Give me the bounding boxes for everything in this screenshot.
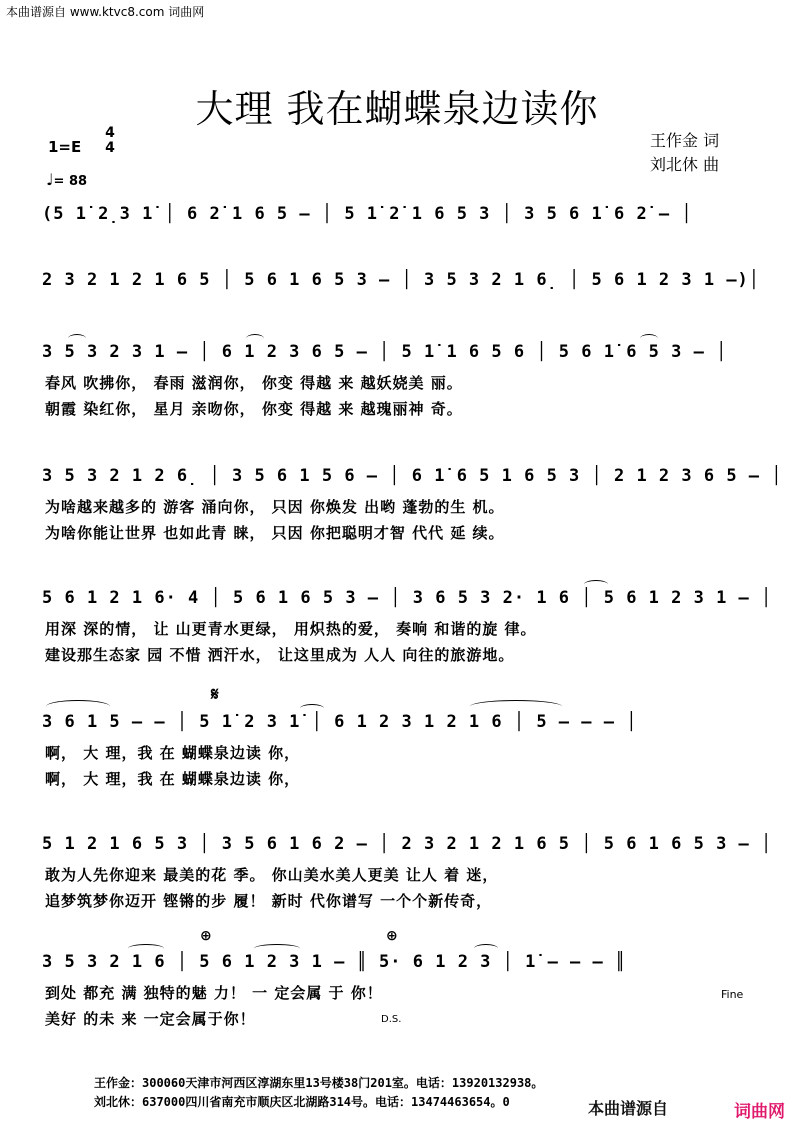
- tempo-value: = 88: [53, 174, 88, 189]
- watermark-site-logo: 词曲网: [734, 1102, 785, 1122]
- lyric-verse-2: 美好 的未 来 一定会属于你！: [45, 1010, 256, 1028]
- composer-credit: 刘北休 曲: [650, 155, 720, 174]
- time-signature: [103, 126, 117, 156]
- lyric-verse-2: 朝霞 染红你， 星月 亲吻你， 你变 得越 来 越瑰丽神 奇。: [45, 400, 463, 418]
- time-signature-bottom: 4: [105, 140, 115, 156]
- lyric-verse-1: 为啥越来越多的 游客 涌向你， 只因 你焕发 出哟 蓬勃的生 机。: [45, 498, 505, 516]
- lyric-verse-1: 到处 都充 满 独特的魅 力！ 一 定会属 于 你！: [45, 984, 383, 1002]
- notes-row: 5 1 2 1 6 5 3 │ 3 5 6 1 6 2 – │ 2 3 2 1 2 1 6 5 │ 5 6 1 6 5 3 – │: [42, 834, 773, 854]
- lyricist-credit: 王作金 词: [650, 131, 720, 150]
- footer-contact-lyricist: 王作金：300060天津市河西区淳湖东里13号楼38门201室。电话：13920132938。: [94, 1076, 544, 1090]
- segno-icon: 𝄋: [211, 684, 219, 705]
- fine-mark: Fine: [721, 988, 744, 1001]
- footer-contact-composer: 刘北休：637000四川省南充市顺庆区北湖路314号。电话：13474463654。0: [94, 1095, 510, 1109]
- lyric-verse-1: 春风 吹拂你， 春雨 滋润你， 你变 得越 来 越妖娆美 丽。: [45, 374, 463, 392]
- notes-row: (5 1̇ 2̣3 1̇ │ 6 2̇ 1 6 5 – │ 5 1̇ 2̇ 1 6 5 3 │ 3 5 6 1̇ 6 2̇ – │: [42, 204, 693, 224]
- site-note: 本曲谱源自 www.ktvc8.com 词曲网: [6, 5, 205, 19]
- time-signature-top: 4: [105, 125, 115, 141]
- tempo-marking: [46, 170, 87, 189]
- watermark-source: 本曲谱源自: [588, 1099, 669, 1118]
- lyric-verse-2: 建设那生态家 园 不惜 洒汗水， 让这里成为 人人 向往的旅游地。: [45, 646, 515, 664]
- notes-row: 2 3 2 1 2 1 6 5 │ 5 6 1 6 5 3 – │ 3 5 3 2 1 6̣ │ 5 6 1 2 3 1 –)│: [42, 270, 761, 290]
- notes-row: 5 6 1 2 1 6· 4 │ 5 6 1 6 5 3 – │ 3 6 5 3 2· 1 6 │ 5 6 1 2 3 1 – │: [42, 588, 773, 608]
- ds-mark: D.S.: [381, 1014, 402, 1025]
- lyric-verse-1: 用深 深的情， 让 山更青水更绿， 用炽热的爱， 奏响 和谐的旋 律。: [45, 620, 537, 638]
- quarter-note-icon: ♩: [46, 170, 54, 189]
- lyric-verse-2: 啊， 大 理，我 在 蝴蝶泉边读 你，: [45, 770, 301, 788]
- coda-icon: ⊕: [386, 928, 398, 944]
- key-signature: 1=E: [48, 138, 82, 156]
- lyric-verse-1: 敢为人先你迎来 最美的花 季。 你山美水美人更美 让人 着 迷，: [45, 866, 499, 884]
- lyric-verse-2: 为啥你能让世界 也如此青 睐， 只因 你把聪明才智 代代 延 续。: [45, 524, 505, 542]
- notes-row: 3 6 1 5 – – │ 5 1̇ 2 3 1̇ │ 6 1 2 3 1 2 1 6 │ 5 – – – │: [42, 712, 638, 732]
- notes-row: 3 5 3 2 1 6 │ 5 6 1 2 3 1 – ║ 5· 6 1 2 3 │ 1̇ – – – ║: [42, 952, 627, 972]
- notes-row: 3 5 3 2 1 2 6̣ │ 3 5 6 1 5 6 – │ 6 1̇ 6 5 1 6 5 3 │ 2 1 2 3 6 5 – │: [42, 466, 783, 486]
- song-title: 大理 我在蝴蝶泉边读你: [195, 87, 599, 131]
- lyric-verse-2: 追梦筑梦你迈开 铿锵的步 履！ 新时 代你谱写 一个个新传奇，: [45, 892, 493, 910]
- notes-row: 3 5 3 2 3 1 – │ 6 1 2 3 6 5 – │ 5 1̇ 1 6 5 6 │ 5 6 1̇ 6 5 3 – │: [42, 342, 728, 362]
- lyric-verse-1: 啊， 大 理，我 在 蝴蝶泉边读 你，: [45, 744, 301, 762]
- coda-icon: ⊕: [200, 928, 212, 944]
